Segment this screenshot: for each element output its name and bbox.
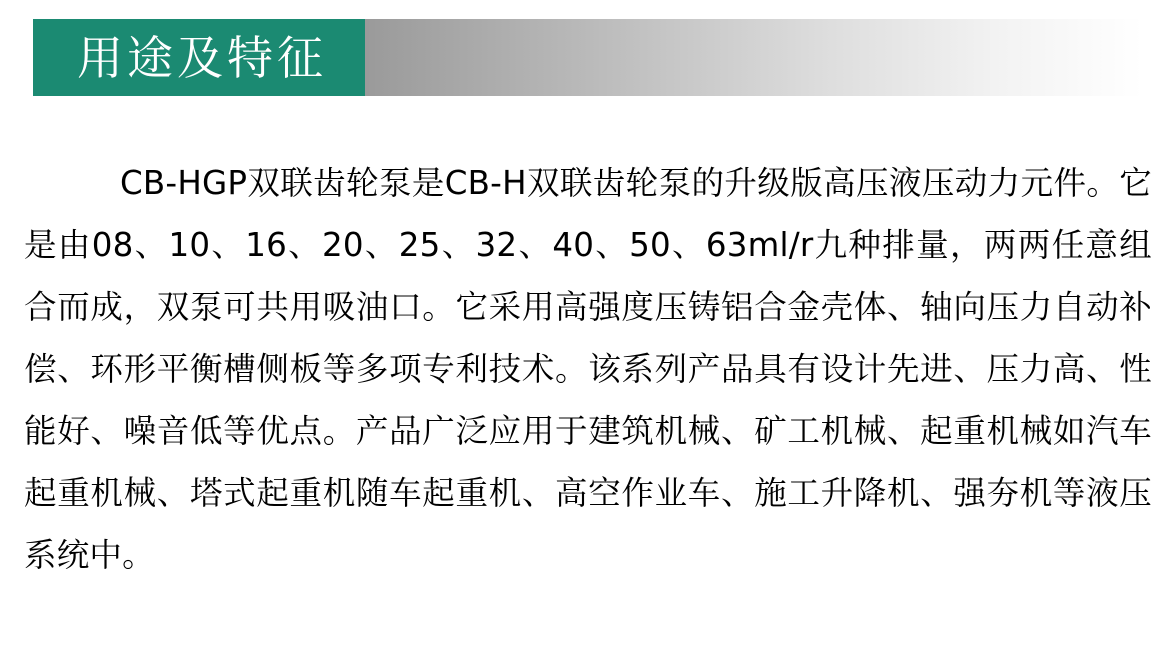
header-gradient-bar — [365, 19, 1143, 96]
section-title-box — [33, 19, 365, 96]
section-header — [33, 19, 1143, 96]
body-paragraph-wrapper — [24, 152, 1152, 586]
section-title: 用途及特征 — [77, 30, 327, 85]
body-paragraph: CB-HGP双联齿轮泵是CB-H双联齿轮泵的升级版高压液压动力元件。它是由08、10、16、20、25、32、40、50、63ml/r九种排量，两两任意组合而成，双泵可共用吸油口。它采用高强度压铸铝合金壳体、轴向压力自动补偿、环形平衡槽侧板等多项专利技术。该系列产品具有设计先进、压力高、性能好、噪音低等优点。产品广泛应用于建筑机械、矿工机械、起重机械如汽车起重机械、塔式起重机随车起重机、高空作业车、施工升降机、强夯机等液压系统中。 — [24, 164, 1152, 574]
